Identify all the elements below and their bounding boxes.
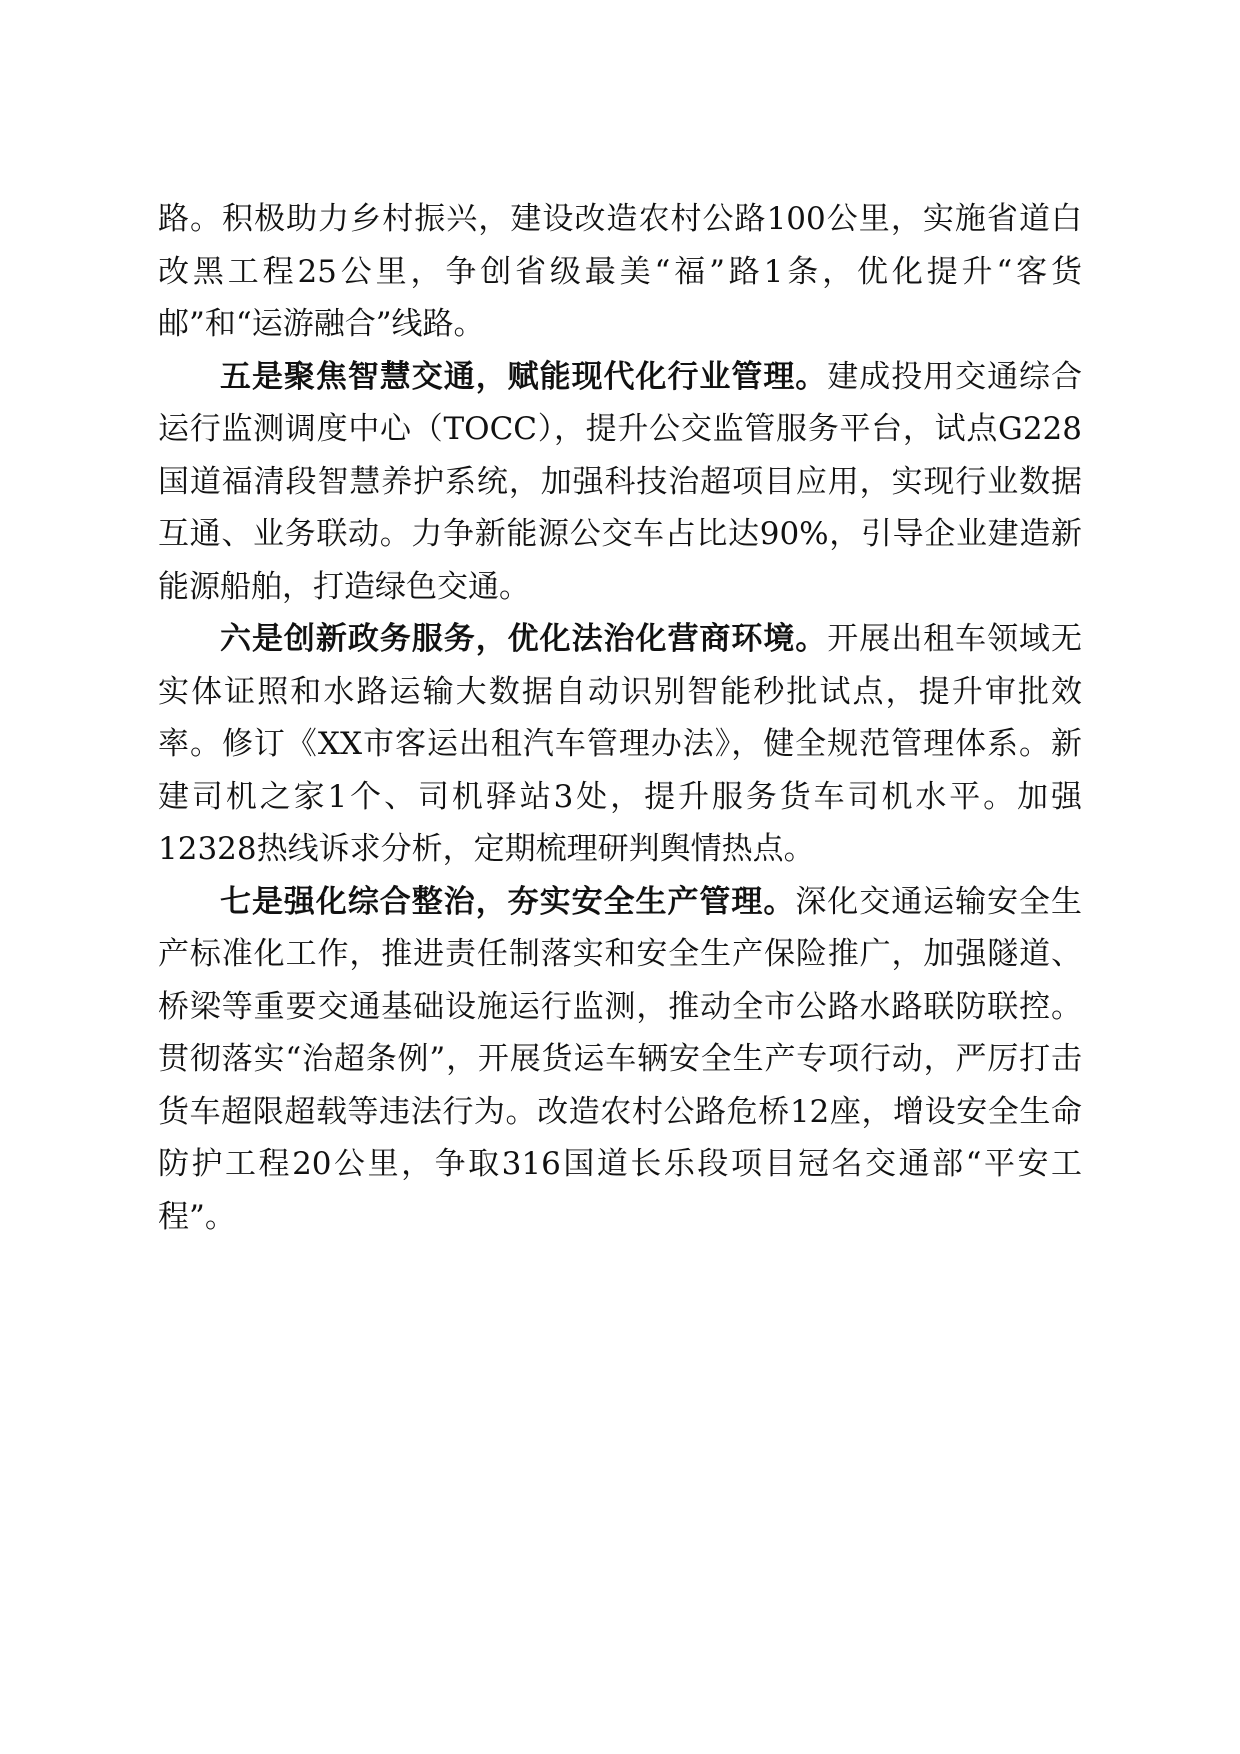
paragraph-continuation — [158, 193, 1082, 351]
paragraph-heading: 五是聚焦智慧交通，赋能现代化行业管理。 — [220, 358, 828, 395]
paragraph-text: 建成投用交通综合运行监测调度中心（TOCC），提升公交监管服务平台，试点G228国道福清段智慧养护系统，加强科技治超项目应用，实现行业数据互通、业务联动。力争新能源公交车占比达90%，引导企业建造新能源船舶，打造绿色交通。 — [158, 358, 1083, 605]
document-body — [158, 193, 1082, 1243]
paragraph-heading: 六是创新政务服务，优化法治化营商环境。 — [220, 621, 828, 657]
paragraph-text: 路。积极助力乡村振兴，建设改造农村公路100公里，实施省道白改黑工程25公里，争创省级最美“福”路1条，优化提升“客货邮”和“运游融合”线路。 — [158, 201, 1082, 342]
paragraph-text: 深化交通运输安全生产标准化工作，推进责任制落实和安全生产保险推广，加强隧道、桥梁等重要交通基础设施运行监测，推动全市公路水路联防联控。贯彻落实“治超条例”，开展货运车辆安全生产专项行动，严厉打击货车超限超载等违法行为。改造农村公路危桥12座，增设安全生命防护工程20公里，争取316国道长乐段项目冠名交通部“平安工程”。 — [158, 883, 1083, 1235]
paragraph-government-services — [158, 613, 1082, 876]
paragraph-smart-transport — [158, 351, 1082, 614]
paragraph-safety-management — [158, 876, 1082, 1244]
paragraph-heading: 七是强化综合整治，夯实安全生产管理。 — [220, 883, 796, 920]
paragraph-text: 开展出租车领域无实体证照和水路运输大数据自动识别智能秒批试点，提升审批效率。修订《XX市客运出租汽车管理办法》，健全规范管理体系。新建司机之家1个、司机驿站3处，提升服务货车司机水平。加强12328热线诉求分析，定期梳理研判舆情热点。 — [158, 621, 1083, 867]
